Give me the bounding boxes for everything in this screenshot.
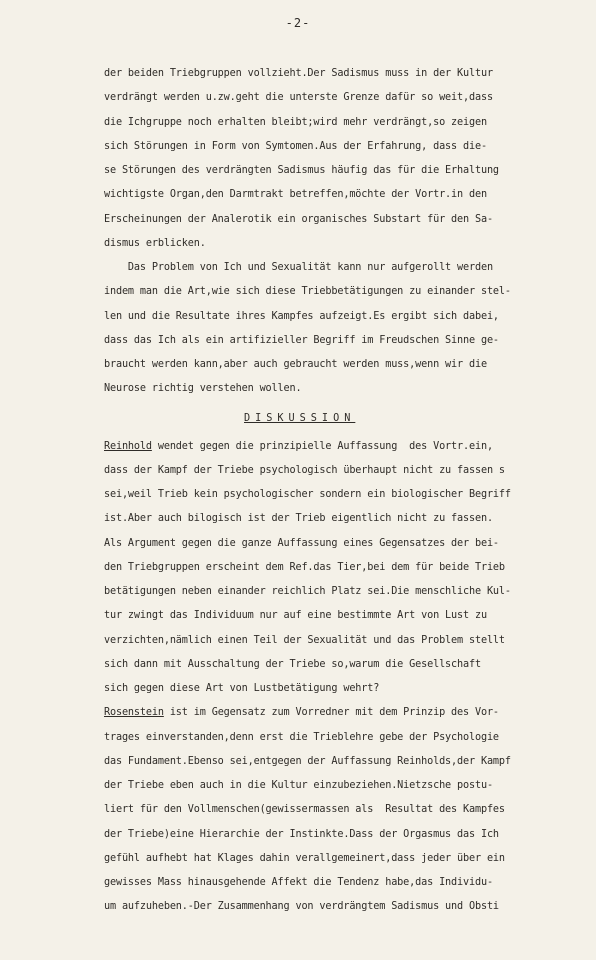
discussion-line: gewisses Mass hinausgehende Affekt die Tendenz habe,das Individu- [104,877,493,888]
discussion-line: liert für den Vollmenschen(gewissermassen als Resultat des Kampfes [104,804,505,816]
discussion-line: der Triebe eben auch in die Kultur einzubeziehen.Nietzsche postu- [104,780,493,791]
text-line: verdrängt werden u.zw.geht die unterste Grenze dafür so weit,dass [104,92,493,104]
text-line: braucht werden kann,aber auch gebraucht werden muss,wenn wir die [104,359,487,370]
text-line: sich Störungen in Form von Symtomen.Aus der Erfahrung, dass die- [104,140,487,152]
section-heading [104,402,582,435]
section-heading-text: DISKUSSION [244,412,356,424]
discussion-line: dass der Kampf der Triebe psychologisch überhaupt nicht zu fassen s [104,464,505,476]
page-body [104,62,582,920]
discussion-line [104,701,582,725]
text-line: wichtigste Organ,den Darmtrakt betreffen,möchte der Vortr.in den [104,189,487,201]
discussion-line: gefühl aufhebt hat Klages dahin verallgemeinert,dass jeder über ein [104,852,505,864]
discussion-line: trages einverstanden,denn erst die Trieblehre gebe der Psychologie [104,731,499,743]
discussion-line: verzichten,nämlich einen Teil der Sexualität und das Problem stellt [104,634,505,646]
discussion-line: ist.Aber auch bilogisch ist der Trieb eigentlich nicht zu fassen. [104,513,493,525]
discussion-line: der Triebe)eine Hierarchie der Instinkte.Dass der Orgasmus das Ich [104,828,499,840]
discussion-line: das Fundament.Ebenso sei,entgegen der Auffassung Reinholds,der Kampf [104,755,511,767]
discussion-line: um aufzuheben.-Der Zusammenhang von verdrängtem Sadismus und Obsti [104,901,499,913]
text-line: Das Problem von Ich und Sexualität kann nur aufgerollt werden [104,262,493,273]
discussion-line: sich gegen diese Art von Lustbetätigung wehrt? [104,683,380,694]
text-line: Erscheinungen der Analerotik ein organisches Substart für den Sa- [104,213,493,225]
text-line: der beiden Triebgruppen vollzieht.Der Sadismus muss in der Kultur [104,68,493,79]
discussion-line: tur zwingt das Individuum nur auf eine bestimmte Art von Lust zu [104,610,487,622]
text-line: die Ichgruppe noch erhalten bleibt;wird mehr verdrängt,so zeigen [104,116,487,128]
page-number: -2- [285,16,311,30]
text-line: dass das Ich als ein artifizieller Begriff im Freudschen Sinne ge- [104,334,499,346]
speaker-name: Rosenstein [104,707,164,719]
speaker-name: Reinhold [104,440,152,452]
discussion-line: sich dann mit Ausschaltung der Triebe so,warum die Gesellschaft [104,658,481,670]
discussion-line: den Triebgruppen erscheint dem Ref.das Tier,bei dem für beide Trieb [104,561,505,573]
text-line: se Störungen des verdrängten Sadismus häufig das für die Erhaltung [104,165,499,176]
text-line: len und die Resultate ihres Kampfes aufzeigt.Es ergibt sich dabei, [104,310,499,322]
discussion-line [104,435,582,459]
speaker-text: wendet gegen die prinzipielle Auffassung des Vortr.ein, [151,440,493,452]
text-line: dismus erblicken. [104,237,206,249]
text-line: Neurose richtig verstehen wollen. [104,383,302,395]
speaker-text: ist im Gegensatz zum Vorredner mit dem Prinzip des Vor- [163,707,499,719]
discussion-line: Als Argument gegen die ganze Auffassung eines Gegensatzes der bei- [104,537,499,549]
text-line: indem man die Art,wie sich diese Triebbetätigungen zu einander stel- [104,286,511,298]
discussion-line: betätigungen neben einander reichlich Platz sei.Die menschliche Kul- [104,586,511,597]
discussion-line: sei,weil Trieb kein psychologischer sondern ein biologischer Begriff [104,489,511,500]
